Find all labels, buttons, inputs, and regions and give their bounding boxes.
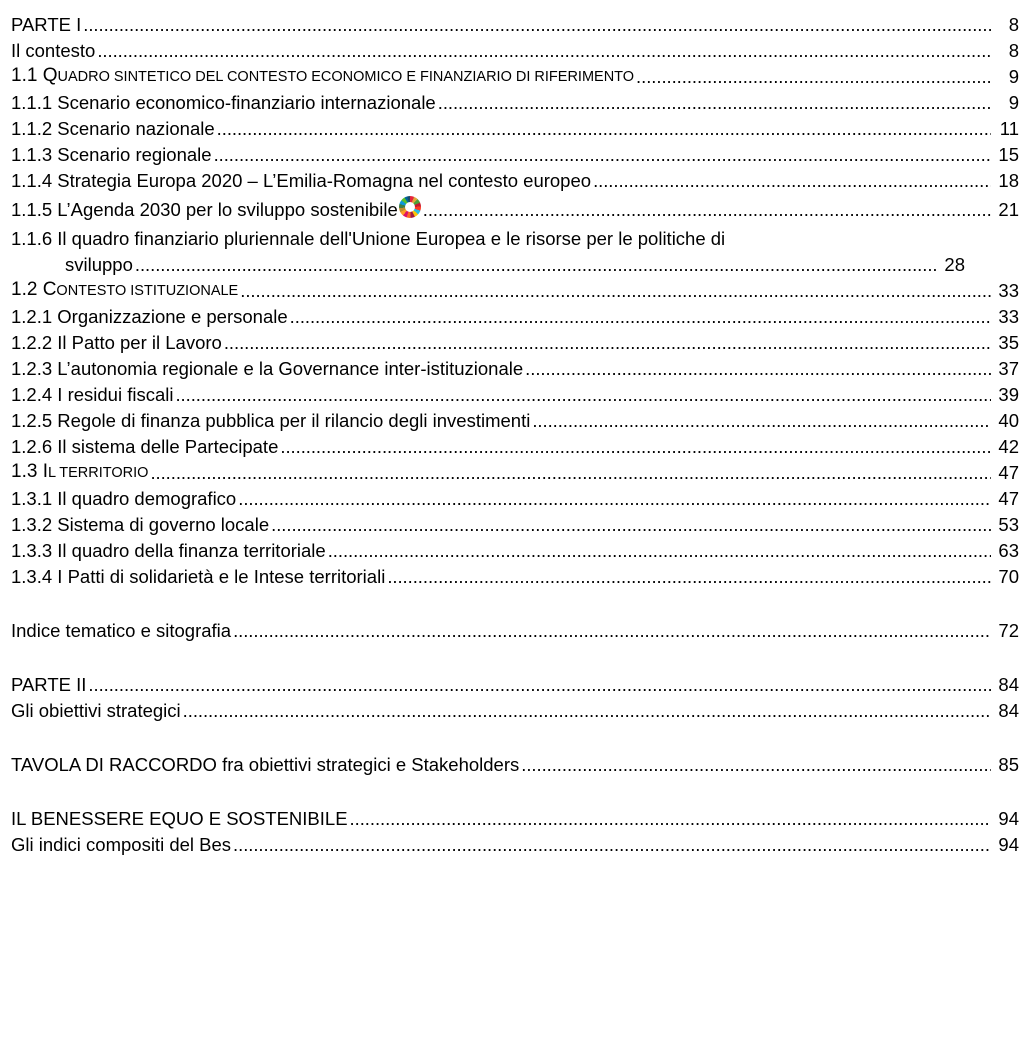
toc-entry-label: 1.2.4 I residui fiscali [11, 384, 174, 405]
toc-page-number: 37 [998, 358, 1019, 379]
dot-leader [423, 194, 991, 226]
toc-page-number: 15 [998, 144, 1019, 165]
toc-page-number: 11 [999, 118, 1019, 139]
section-number: 1.3 I [11, 461, 48, 482]
toc-entry-label: 1.3.4 I Patti di solidarietà e le Intese territoriali [11, 566, 386, 587]
toc-entry-1-2-2[interactable] [11, 330, 1021, 356]
toc-entry-parte-i[interactable] [11, 12, 1021, 38]
spacer [11, 590, 1021, 618]
toc-page-number: 94 [998, 808, 1019, 829]
dot-leader [532, 408, 991, 434]
toc-entry-tavola-di-raccordo[interactable] [11, 752, 1021, 778]
toc-page-number: 47 [998, 488, 1019, 509]
toc-entry-obiettivi-strategici[interactable] [11, 698, 1021, 724]
toc-entry-1-1-3[interactable] [11, 142, 1021, 168]
toc-entry-label: 1.3.2 Sistema di governo locale [11, 514, 270, 535]
dot-leader [593, 168, 991, 194]
toc-entry-label: 1.2.6 Il sistema delle Partecipate [11, 436, 279, 457]
dot-leader [83, 12, 991, 38]
toc-page-number: 9 [1008, 92, 1019, 113]
toc-section-label [11, 277, 238, 304]
toc-entry-1-1-5[interactable] [11, 194, 1021, 226]
toc-entry-label: Il contesto [11, 40, 96, 61]
toc-page-number: 84 [998, 700, 1019, 721]
toc-section-1-2[interactable] [11, 278, 1021, 304]
dot-leader [88, 672, 991, 698]
toc-entry-label: 1.1.1 Scenario economico-finanziario internazionale [11, 92, 436, 113]
toc-section-1-3[interactable] [11, 460, 1021, 486]
toc-entry-label: IL BENESSERE EQUO E SOSTENIBILE [11, 808, 348, 829]
toc-page-number: 33 [998, 306, 1019, 327]
toc-page-number: 35 [998, 332, 1019, 353]
toc-entry-1-2-5[interactable] [11, 408, 1021, 434]
toc-section-label [11, 459, 148, 486]
toc-entry-label: Gli obiettivi strategici [11, 700, 181, 721]
toc-entry-label: 1.3.1 Il quadro demografico [11, 488, 237, 509]
toc-entry-label: PARTE I [11, 14, 82, 35]
dot-leader [328, 538, 991, 564]
section-title-smallcaps: L TERRITORIO [47, 465, 149, 481]
dot-leader [217, 116, 991, 142]
toc-page-number: 33 [998, 280, 1019, 301]
toc-page-number: 53 [998, 514, 1019, 535]
toc-page-number: 42 [998, 436, 1019, 457]
toc-page-number: 63 [998, 540, 1019, 561]
toc-page-number: 47 [998, 462, 1019, 483]
toc-page-number: 9 [1008, 66, 1019, 87]
toc-entry-1-2-6[interactable] [11, 434, 1021, 460]
dot-leader [238, 486, 991, 512]
toc-entry-1-1-6[interactable] [11, 252, 967, 278]
toc-page-number: 72 [998, 620, 1019, 641]
toc-entry-label [11, 194, 421, 226]
toc-section-label [11, 63, 634, 90]
dot-leader [271, 512, 991, 538]
dot-leader [175, 382, 991, 408]
toc-entry-label: 1.1.4 Strategia Europa 2020 – L’Emilia-Romagna nel contesto europeo [11, 170, 592, 191]
toc-entry-label: TAVOLA DI RACCORDO fra obiettivi strategici e Stakeholders [11, 754, 520, 775]
toc-entry-1-3-1[interactable] [11, 486, 1021, 512]
section-title-smallcaps: ONTESTO ISTITUZIONALE [56, 283, 239, 299]
toc-entry-label: 1.2.1 Organizzazione e personale [11, 306, 288, 327]
toc-page-number: 18 [998, 170, 1019, 191]
dot-leader [387, 564, 991, 590]
toc-page-number: 40 [998, 410, 1019, 431]
spacer [11, 724, 1021, 752]
toc-section-1-1[interactable] [11, 64, 1021, 90]
dot-leader [224, 330, 991, 356]
toc-entry-label: 1.2.5 Regole di finanza pubblica per il rilancio degli investimenti [11, 410, 531, 431]
dot-leader [240, 278, 991, 304]
dot-leader [135, 252, 937, 278]
toc-entry-label: sviluppo [65, 254, 133, 275]
toc-entry-indici-compositi[interactable] [11, 832, 1021, 858]
toc-entry-label: Gli indici compositi del Bes [11, 834, 232, 855]
spacer [11, 778, 1021, 806]
toc-entry-1-3-4[interactable] [11, 564, 1021, 590]
toc-entry-1-1-1[interactable] [11, 90, 1021, 116]
toc-page-number: 39 [998, 384, 1019, 405]
toc-entry-label: 1.2.2 Il Patto per il Lavoro [11, 332, 222, 353]
toc-entry-label: 1.1.3 Scenario regionale [11, 144, 212, 165]
spacer [11, 644, 1021, 672]
toc-page-number: 8 [1008, 14, 1019, 35]
section-number: 1.2 C [11, 279, 57, 300]
toc-entry-1-2-3[interactable] [11, 356, 1021, 382]
toc-entry-il-contesto[interactable] [11, 38, 1021, 64]
dot-leader [350, 806, 991, 832]
toc-page-number: 28 [944, 254, 965, 275]
toc-entry-label: PARTE II [11, 674, 87, 695]
dot-leader [183, 698, 991, 724]
dot-leader [290, 304, 991, 330]
toc-entry-1-1-6-line1[interactable]: 1.1.6 Il quadro finanziario pluriennale dell'Unione Europea e le risorse per le politiche di [11, 228, 726, 249]
toc-page-number: 8 [1008, 40, 1019, 61]
dot-leader [150, 460, 991, 486]
toc-entry-1-2-4[interactable] [11, 382, 1021, 408]
dot-leader [438, 90, 991, 116]
toc-page-number: 70 [998, 566, 1019, 587]
sdg-wheel-icon [399, 196, 421, 218]
toc-entry-benessere[interactable] [11, 806, 1021, 832]
dot-leader [636, 64, 991, 90]
toc-page-number: 84 [998, 674, 1019, 695]
toc-page-number: 94 [998, 834, 1019, 855]
section-number: 1.1 Q [11, 65, 58, 86]
toc-entry-label: 1.2.3 L’autonomia regionale e la Governance inter-istituzionale [11, 358, 524, 379]
toc-entry-1-1-2[interactable] [11, 116, 1021, 142]
toc-entry-1-1-4[interactable] [11, 168, 1021, 194]
dot-leader [525, 356, 991, 382]
toc-entry-label: 1.3.3 Il quadro della finanza territoriale [11, 540, 326, 561]
toc-entry-parte-ii[interactable] [11, 672, 1021, 698]
dot-leader [521, 752, 991, 778]
dot-leader [233, 832, 991, 858]
section-title-smallcaps: UADRO SINTETICO DEL CONTESTO ECONOMICO E FINANZIARIO DI RIFERIMENTO [57, 69, 635, 85]
toc-entry-1-3-2[interactable] [11, 512, 1021, 538]
toc-page-number: 85 [998, 754, 1019, 775]
toc-entry-indice-tematico[interactable] [11, 618, 1021, 644]
toc-entry-1-2-1[interactable] [11, 304, 1021, 330]
dot-leader [233, 618, 991, 644]
toc-page-number: 21 [998, 199, 1019, 220]
toc-entry-label: 1.1.2 Scenario nazionale [11, 118, 215, 139]
dot-leader [280, 434, 991, 460]
dot-leader [97, 38, 991, 64]
dot-leader [214, 142, 991, 168]
toc-entry-label: Indice tematico e sitografia [11, 620, 232, 641]
toc-entry-text: 1.1.5 L’Agenda 2030 per lo sviluppo sostenibile [11, 199, 398, 220]
toc-entry-1-3-3[interactable] [11, 538, 1021, 564]
